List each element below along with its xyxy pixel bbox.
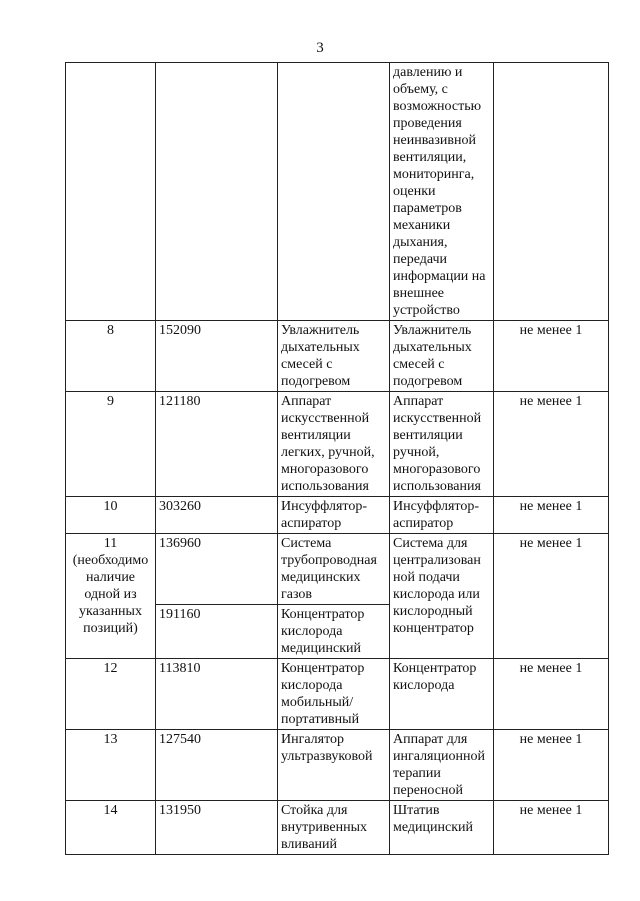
kind-name-cell: Ингалятор ультразвуковой bbox=[278, 730, 390, 801]
code-cell: 127540 bbox=[156, 730, 278, 801]
kind-name-cell bbox=[278, 63, 390, 321]
quantity-cell bbox=[494, 63, 609, 321]
kind-name-cell: Концентратор кислорода медицинский bbox=[278, 605, 390, 659]
equipment-name-cell: Штатив медицинский bbox=[390, 801, 494, 855]
code-cell bbox=[156, 63, 278, 321]
code-cell: 152090 bbox=[156, 321, 278, 392]
quantity-cell: не менее 1 bbox=[494, 392, 609, 497]
equipment-name-cell: Концентратор кислорода bbox=[390, 659, 494, 730]
quantity-cell: не менее 1 bbox=[494, 497, 609, 534]
quantity-cell: не менее 1 bbox=[494, 534, 609, 659]
quantity-cell: не менее 1 bbox=[494, 659, 609, 730]
row-number-cell: 14 bbox=[66, 801, 156, 855]
equipment-table bbox=[65, 62, 609, 855]
kind-name-cell: Концентратор кислорода мобильный/ портативный bbox=[278, 659, 390, 730]
row-number-cell: 11 (необходимо наличие одной из указанных позиций) bbox=[66, 534, 156, 659]
row-number-cell: 9 bbox=[66, 392, 156, 497]
kind-name-cell: Увлажнитель дыхательных смесей с подогревом bbox=[278, 321, 390, 392]
table-row bbox=[66, 659, 609, 730]
table-row bbox=[66, 63, 609, 321]
table-row bbox=[66, 801, 609, 855]
equipment-name-cell: Аппарат искусственной вентиляции ручной, многоразового использования bbox=[390, 392, 494, 497]
code-cell: 303260 bbox=[156, 497, 278, 534]
row-number-cell bbox=[66, 63, 156, 321]
equipment-name-cell: Система для централизован ной подачи кислорода или кислородный концентратор bbox=[390, 534, 494, 659]
equipment-name-cell: Инсуффлятор- аспиратор bbox=[390, 497, 494, 534]
code-cell: 191160 bbox=[156, 605, 278, 659]
row-number-cell: 8 bbox=[66, 321, 156, 392]
quantity-cell: не менее 1 bbox=[494, 801, 609, 855]
code-cell: 121180 bbox=[156, 392, 278, 497]
table-row bbox=[66, 392, 609, 497]
row-number-cell: 13 bbox=[66, 730, 156, 801]
table-row bbox=[66, 730, 609, 801]
equipment-name-cell: давлению и объему, с возможностью проведения неинвазивной вентиляции, мониторинга, оценки параметров механики дыхания, передачи информации на внешнее устройство bbox=[390, 63, 494, 321]
quantity-cell: не менее 1 bbox=[494, 730, 609, 801]
row-number-cell: 10 bbox=[66, 497, 156, 534]
table-row bbox=[66, 321, 609, 392]
page-number: 3 bbox=[316, 40, 324, 56]
table-row bbox=[66, 497, 609, 534]
kind-name-cell: Инсуффлятор- аспиратор bbox=[278, 497, 390, 534]
equipment-name-cell: Аппарат для ингаляционной терапии переносной bbox=[390, 730, 494, 801]
kind-name-cell: Система трубопроводная медицинских газов bbox=[278, 534, 390, 605]
code-cell: 113810 bbox=[156, 659, 278, 730]
equipment-name-cell: Увлажнитель дыхательных смесей с подогревом bbox=[390, 321, 494, 392]
kind-name-cell: Стойка для внутривенных вливаний bbox=[278, 801, 390, 855]
code-cell: 131950 bbox=[156, 801, 278, 855]
quantity-cell: не менее 1 bbox=[494, 321, 609, 392]
table-row bbox=[66, 534, 609, 605]
code-cell: 136960 bbox=[156, 534, 278, 605]
row-number-cell: 12 bbox=[66, 659, 156, 730]
kind-name-cell: Аппарат искусственной вентиляции легких, ручной, многоразового использования bbox=[278, 392, 390, 497]
